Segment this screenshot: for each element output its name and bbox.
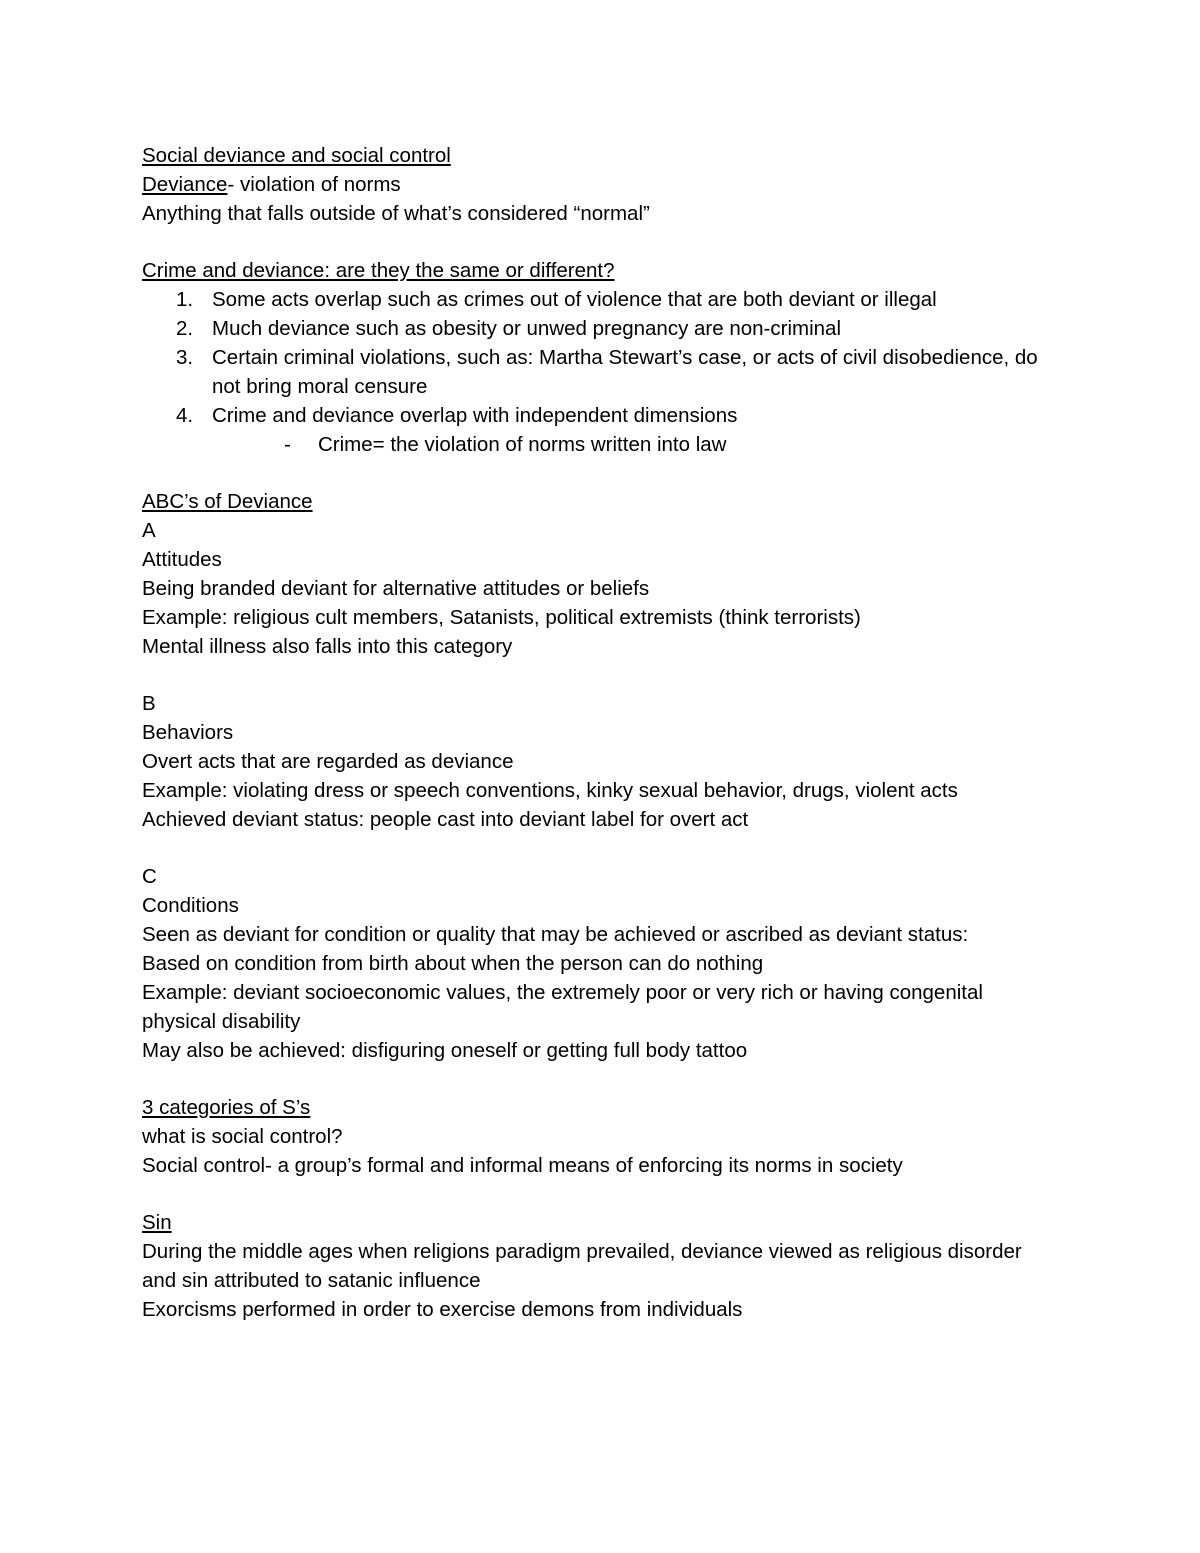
spacer (142, 834, 1102, 862)
list-text: Crime and deviance overlap with independent dimensions (212, 404, 738, 427)
sin-heading: Sin (142, 1211, 172, 1234)
a-line: Being branded deviant for alternative attitudes or beliefs (142, 577, 650, 600)
a-letter: A (142, 519, 156, 542)
s-definition: Social control- a group’s formal and informal means of enforcing its norms in society (142, 1154, 903, 1177)
s-heading: 3 categories of S’s (142, 1096, 311, 1119)
dash-bullet: - (284, 433, 291, 456)
deviance-definition (142, 170, 1102, 199)
list-text: Much deviance such as obesity or unwed pregnancy are non-criminal (212, 317, 842, 340)
list-item (142, 343, 1102, 401)
list-text: Certain criminal violations, such as: Martha Stewart’s case, or acts of civil disobedience, do not bring moral censure (212, 346, 1038, 398)
spacer (142, 459, 1102, 487)
c-line: Based on condition from birth about when the person can do nothing (142, 952, 764, 975)
crime-subitem-text: Crime= the violation of norms written into law (318, 433, 727, 456)
b-line: Example: violating dress or speech conventions, kinky sexual behavior, drugs, violent acts (142, 779, 958, 802)
list-number: 3. (176, 346, 194, 369)
b-line: Overt acts that are regarded as deviance (142, 750, 514, 773)
abc-heading: ABC’s of Deviance (142, 490, 313, 513)
a-line: Mental illness also falls into this category (142, 635, 513, 658)
list-item (142, 401, 1102, 430)
document-title: Social deviance and social control (142, 144, 451, 167)
list-number: 2. (176, 317, 194, 340)
c-line: May also be achieved: disfiguring oneself or getting full body tattoo (142, 1039, 748, 1062)
s-question: what is social control? (142, 1125, 343, 1148)
deviance-description: Anything that falls outside of what’s considered “normal” (142, 202, 650, 225)
list-number: 1. (176, 288, 194, 311)
c-name: Conditions (142, 894, 239, 917)
c-line: Example: deviant socioeconomic values, the extremely poor or very rich or having congenital physical disability (142, 981, 983, 1033)
spacer (142, 228, 1102, 256)
b-line: Achieved deviant status: people cast into deviant label for overt act (142, 808, 749, 831)
a-line: Example: religious cult members, Satanists, political extremists (think terrorists) (142, 606, 861, 629)
deviance-def-text: - violation of norms (227, 173, 401, 196)
list-number: 4. (176, 404, 194, 427)
list-item (142, 314, 1102, 343)
crime-subitem (142, 430, 1102, 459)
sin-line: During the middle ages when religions paradigm prevailed, deviance viewed as religious disorder and sin attributed to satanic influence (142, 1240, 1022, 1292)
spacer (142, 1180, 1102, 1208)
spacer (142, 661, 1102, 689)
b-name: Behaviors (142, 721, 234, 744)
crime-heading: Crime and deviance: are they the same or different? (142, 259, 615, 282)
c-letter: C (142, 865, 157, 888)
sin-line: Exorcisms performed in order to exercise demons from individuals (142, 1298, 743, 1321)
list-text: Some acts overlap such as crimes out of violence that are both deviant or illegal (212, 288, 937, 311)
crime-list (142, 285, 1102, 430)
deviance-term: Deviance (142, 173, 228, 196)
list-item (142, 285, 1102, 314)
document-page (142, 141, 1102, 1324)
b-letter: B (142, 692, 156, 715)
spacer (142, 1065, 1102, 1093)
c-line: Seen as deviant for condition or quality that may be achieved or ascribed as deviant status: (142, 923, 969, 946)
a-name: Attitudes (142, 548, 222, 571)
